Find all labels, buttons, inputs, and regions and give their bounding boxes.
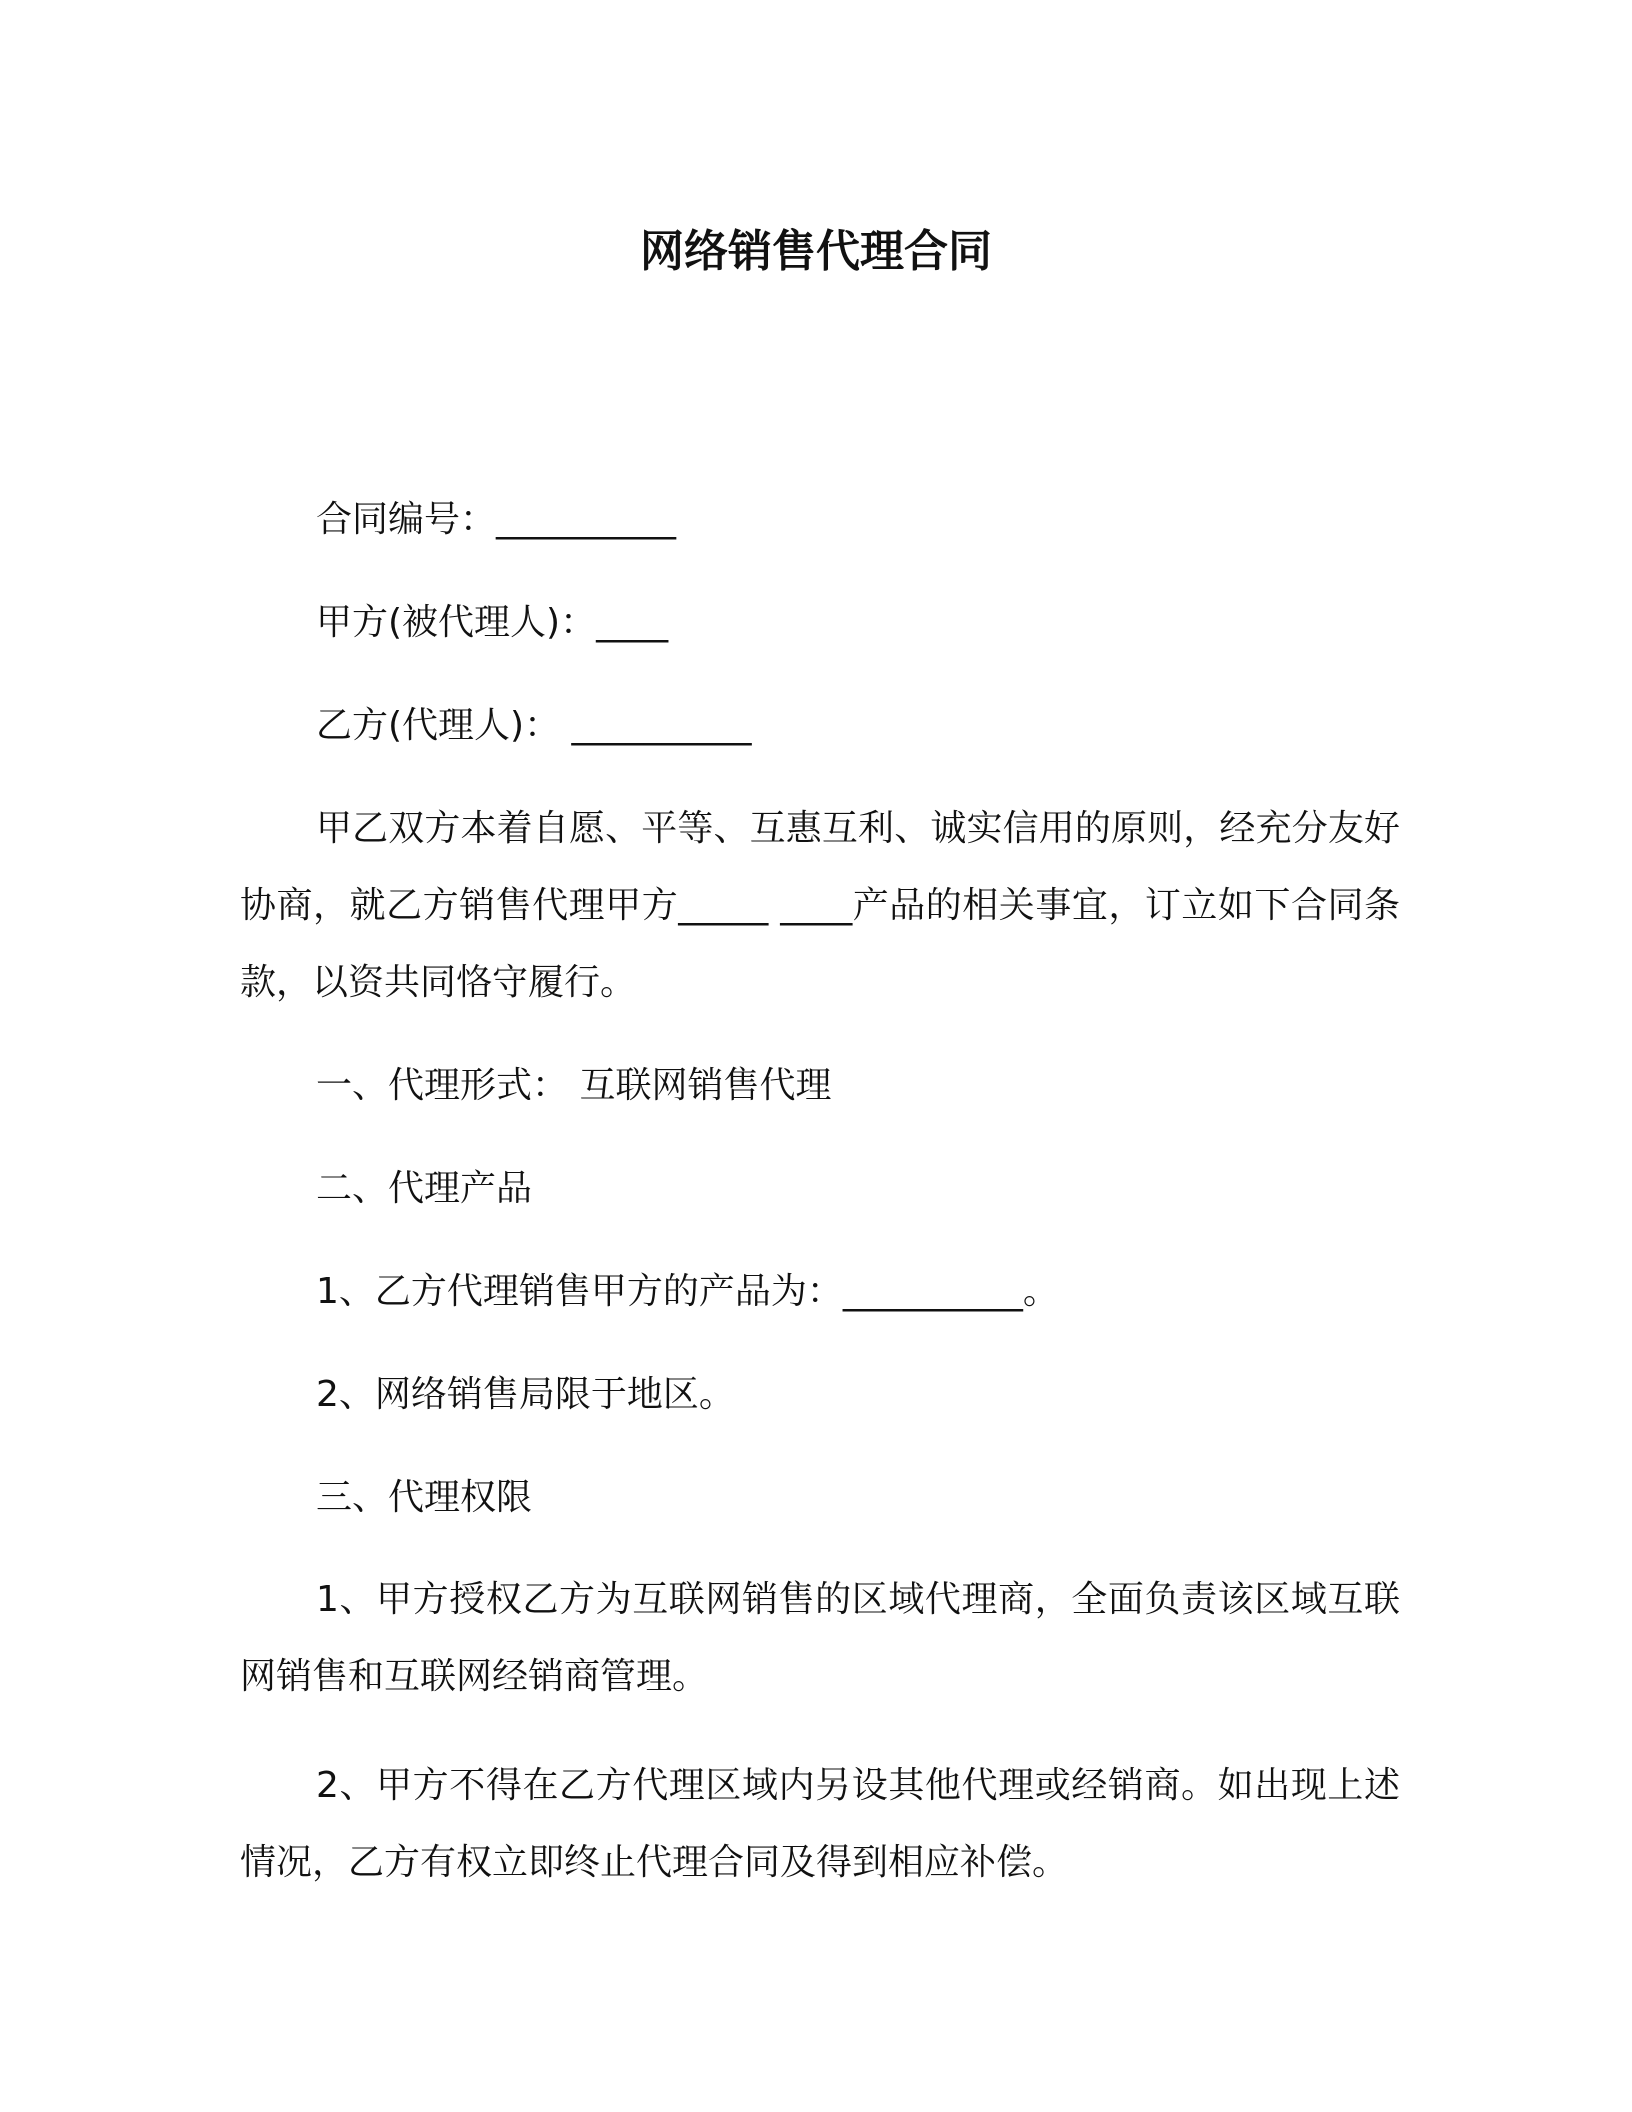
section-heading-3: 三、代理权限 [316,1477,533,1518]
contract-number: 合同编号：__________ [316,499,677,540]
clause-2-2: 2、网络销售局限于地区。 [316,1374,735,1415]
party-b: 乙方(代理人)： __________ [316,705,752,746]
intro-paragraph: 甲乙双方本着自愿、平等、互惠互利、诚实信用的原则，经充分友好协商，就乙方销售代理甲方_____ ____产品的相关事宜，订立如下合同条款，以资共同恪守履行。 [240,808,1400,1003]
section-heading-2: 二、代理产品 [316,1168,533,1209]
clause-2-1: 1、乙方代理销售甲方的产品为：__________。 [316,1271,1059,1312]
clause-3-2: 2、甲方不得在乙方代理区域内另设其他代理或经销商。如出现上述情况，乙方有权立即终止代理合同及得到相应补偿。 [240,1765,1400,1883]
party-a: 甲方(被代理人)：____ [316,602,669,643]
document-title: 网络销售代理合同 [640,226,992,277]
section-heading-1: 一、代理形式： 互联网销售代理 [316,1065,832,1106]
clause-3-1: 1、甲方授权乙方为互联网销售的区域代理商，全面负责该区域互联网销售和互联网经销商管理。 [240,1579,1400,1697]
